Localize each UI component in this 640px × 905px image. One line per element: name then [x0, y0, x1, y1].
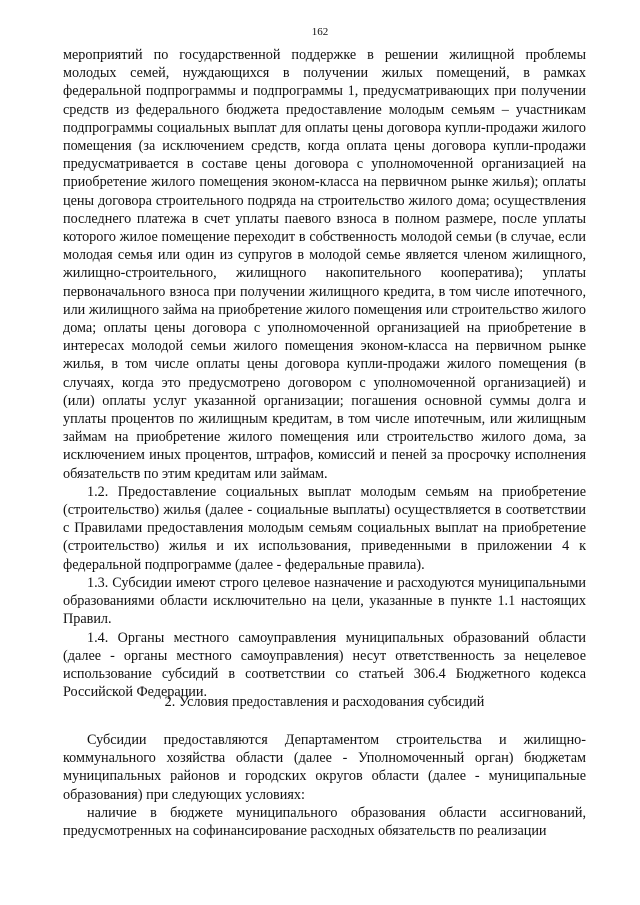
paragraph-1-3: 1.3. Субсидии имеют строго целевое назначение и расходуются муниципальными образованиями области исключительно на цели, указанные в пункте 1.1 настоящих Правил.	[63, 574, 586, 628]
page-number: 162	[311, 26, 329, 38]
paragraph-1-4: 1.4. Органы местного самоуправления муниципальных образований области (далее - органы местного самоуправления) несут ответственность за нецелевое использование субсидий в соответствии со статьей 306.4 Бюджетного кодекса Российской Федерации.	[63, 629, 586, 701]
paragraph-1-2: 1.2. Предоставление социальных выплат молодым семьям на приобретение (строительство) жилья (далее - социальные выплаты) осуществляется в соответствии с Правилами предоставления молодым семьям социальных выплат на приобретение (строительство) жилья и их использования, приведенными в приложении 4 к федеральной подпрограмме (далее - федеральные правила).	[63, 483, 586, 573]
main-text-block	[63, 46, 586, 701]
section-heading: 2. Условия предоставления и расходования субсидий	[164, 694, 485, 710]
paragraph-continuation: мероприятий по государственной поддержке в решении жилищной проблемы молодых семей, нуждающихся в получении жилых помещений, в рамках федеральной подпрограммы и подпрограммы 1, предусматривающих при получении средств из федерального бюджета предоставление молодым семьям – участникам подпрограммы социальных выплат для оплаты цены договора купли-продажи жилого помещения (за исключением средств, когда оплата цены договора купли-продажи предусматривается в составе цены договора с уполномоченной организацией на приобретение жилого помещения эконом-класса на первичном рынке жилья); оплаты цены договора строительного подряда на строительство жилого дома; осуществления последнего платежа в счет уплаты паевого взноса в полном размере, после уплаты которого жилое помещение переходит в собственность молодой семьи (в случае, если молодая семья или один из супругов в молодой семье является членом жилищного, жилищно-строительного, жилищного накопительного кооператива); уплаты первоначального взноса при получении жилищного кредита, в том числе ипотечного, или жилищного займа на приобретение жилого помещения или строительство жилого дома; оплаты цены договора с уполномоченной организацией на приобретение в интересах молодой семьи жилого помещения эконом-класса на первичном рынке жилья, в том числе оплаты цены договора купли-продажи жилого помещения (в случаях, когда это предусмотрено договором с уполномоченной организацией) и (или) оплаты услуг указанной организации; погашения основной суммы долга и уплаты процентов по жилищным кредитам, в том числе ипотечным, или жилищным займам на приобретение жилого помещения или строительство жилого дома, за исключением иных процентов, штрафов, комиссий и пеней за просрочку исполнения обязательств по этим кредитам или займам.	[63, 47, 586, 482]
paragraph-conditions-intro: Субсидии предоставляются Департаментом строительства и жилищно-коммунального хозяйства области (далее - Уполномоченный орган) бюджетам муниципальных районов и городских округов области (далее - муниципальные образования) при следующих условиях:	[63, 732, 586, 803]
conditions-text-block	[63, 731, 586, 840]
paragraph-condition-1: наличие в бюджете муниципального образования области ассигнований, предусмотренных на софинансирование расходных обязательств по реализации	[63, 804, 586, 840]
